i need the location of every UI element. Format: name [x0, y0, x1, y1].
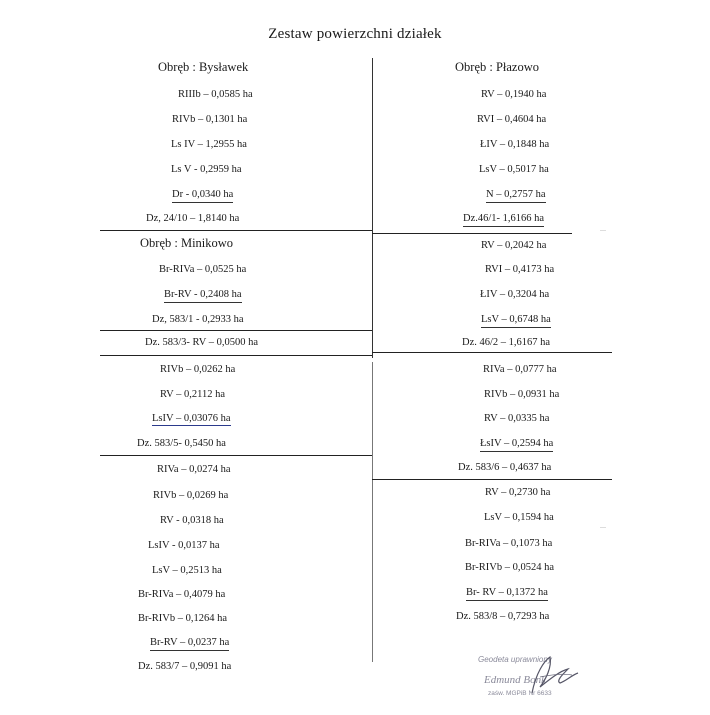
left-g3-row-0: RIVb – 0,0262 ha — [160, 364, 236, 375]
right-g4-row-0: RV – 0,2730 ha — [485, 487, 551, 498]
left-g4-row-6: Br-RIVb – 0,1264 ha — [138, 613, 228, 624]
left-divider-1 — [100, 230, 372, 231]
document-title: Zestaw powierzchni działek — [268, 26, 442, 42]
column-divider-bottom — [372, 362, 373, 662]
margin-tick — [600, 527, 606, 528]
left-g1-row-2: Ls IV – 1,2955 ha — [171, 139, 247, 150]
right-g4-row-2: Br-RIVa – 0,1073 ha — [465, 538, 553, 549]
left-g3-total: Dz. 583/5- 0,5450 ha — [137, 438, 226, 449]
right-g2-row-2: ŁIV – 0,3204 ha — [480, 289, 550, 300]
stamp-line-1: Geodeta uprawniony — [478, 655, 552, 664]
right-divider-3 — [372, 479, 612, 480]
right-g1-row-3: LsV – 0,5017 ha — [479, 164, 549, 175]
left-g1-row-4: Dr - 0,0340 ha — [172, 189, 233, 203]
left-g4-row-3: LsIV - 0,0137 ha — [148, 540, 220, 551]
left-g4-row-1: RIVb – 0,0269 ha — [153, 490, 229, 501]
right-g2-row-3: LsV – 0,6748 ha — [481, 314, 551, 328]
right-g1-total: Dz.46/1- 1,6166 ha — [463, 213, 544, 227]
left-divider-2 — [100, 330, 372, 331]
left-g2-row-1: Br-RV - 0,2408 ha — [164, 289, 242, 303]
left-header-minikowo: Obręb : Minikowo — [140, 236, 234, 250]
left-g3-row-2: LsIV – 0,03076 ha — [152, 413, 231, 424]
right-g1-row-2: ŁIV – 0,1848 ha — [480, 139, 550, 150]
margin-tick — [600, 230, 606, 231]
right-g4-row-3: Br-RIVb – 0,0524 ha — [465, 562, 555, 573]
right-g1-row-4: N – 0,2757 ha — [486, 189, 546, 203]
right-g4-total: Dz. 583/8 – 0,7293 ha — [456, 611, 550, 622]
right-g2-row-0: RV – 0,2042 ha — [481, 240, 547, 251]
left-g4-row-0: RIVa – 0,0274 ha — [157, 464, 231, 475]
right-g4-row-4: Br- RV – 0,1372 ha — [466, 587, 548, 601]
right-g3-row-0: RIVa – 0,0777 ha — [483, 364, 557, 375]
right-g1-row-1: RVI – 0,4604 ha — [477, 114, 547, 125]
left-g3-row-1: RV – 0,2112 ha — [160, 389, 226, 400]
right-g1-row-0: RV – 0,1940 ha — [481, 89, 547, 100]
right-g2-total: Dz. 46/2 – 1,6167 ha — [462, 337, 551, 348]
stamp-line-3: zaśw. MGPiB Nr 6633 — [488, 690, 552, 697]
right-g3-row-2: RV – 0,0335 ha — [484, 413, 550, 424]
signature-scribble — [510, 653, 590, 698]
left-divider-4 — [100, 455, 372, 456]
left-g4-row-2: RV - 0,0318 ha — [160, 515, 224, 526]
left-g1-total: Dz, 24/10 – 1,8140 ha — [146, 213, 240, 224]
left-header-byslawek: Obręb : Bysławek — [158, 60, 249, 74]
left-g2-row-2: Dz, 583/1 - 0,2933 ha — [152, 314, 244, 325]
left-g1-row-3: Ls V - 0,2959 ha — [171, 164, 242, 175]
left-g4-total: Dz. 583/7 – 0,9091 ha — [138, 661, 232, 672]
left-g4-row-7: Br-RV – 0,0237 ha — [150, 637, 229, 651]
left-divider-3 — [100, 355, 372, 356]
column-divider-top — [372, 58, 373, 358]
right-g2-row-1: RVI – 0,4173 ha — [485, 264, 555, 275]
stamp-line-2: Edmund Bonk — [484, 674, 547, 686]
right-g4-row-1: LsV – 0,1594 ha — [484, 512, 554, 523]
right-g3-row-1: RIVb – 0,0931 ha — [484, 389, 560, 400]
left-g1-row-0: RIIIb – 0,0585 ha — [178, 89, 253, 100]
left-g1-row-1: RIVb – 0,1301 ha — [172, 114, 248, 125]
right-divider-1 — [372, 233, 572, 234]
right-header-plazowo: Obręb : Płazowo — [455, 60, 540, 74]
right-divider-2 — [372, 352, 612, 353]
left-g2-row-0: Br-RIVa – 0,0525 ha — [159, 264, 247, 275]
left-g2-total: Dz. 583/3- RV – 0,0500 ha — [145, 337, 258, 348]
right-g3-total: Dz. 583/6 – 0,4637 ha — [458, 462, 552, 473]
right-g3-row-3: ŁsIV – 0,2594 ha — [480, 438, 553, 452]
surveyor-stamp — [470, 655, 600, 710]
left-g4-row-4: LsV – 0,2513 ha — [152, 565, 222, 576]
left-g4-row-5: Br-RIVa – 0,4079 ha — [138, 589, 226, 600]
